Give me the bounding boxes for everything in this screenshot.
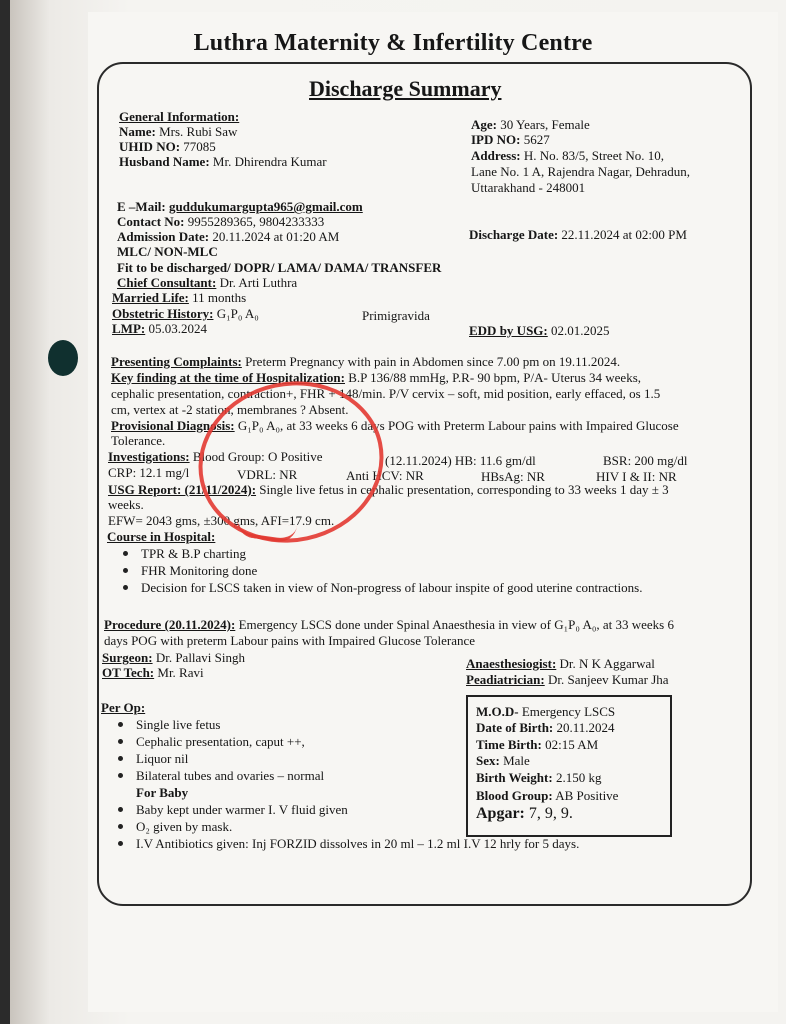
- primigravida-note: Primigravida: [362, 308, 430, 323]
- married-life: Married Life: 11 months: [112, 290, 247, 305]
- investigation-vdrl: VDRL: NR: [237, 467, 298, 482]
- baby-sex: Sex: Male: [476, 753, 530, 768]
- paediatrician: Peadiatrician: Dr. Sanjeev Kumar Jha: [466, 672, 669, 687]
- baby-item: I.V Antibiotics given: Inj FORZID dissolves in 20 ml – 1.2 ml I.V 12 hrly for 5 days.: [110, 835, 579, 852]
- general-info-heading: General Information:: [119, 109, 240, 124]
- ot-tech: OT Tech: Mr. Ravi: [102, 665, 204, 680]
- chief-consultant: Chief Consultant: Dr. Arti Luthra: [117, 275, 298, 290]
- investigation-bsr: BSR: 200 mg/dl: [603, 453, 688, 468]
- key-finding-line-3: cm, vertex at -2 station, membranes ? Absent.: [111, 402, 349, 417]
- patient-name: Name: Mrs. Rubi Saw: [119, 124, 238, 139]
- course-list: [115, 545, 642, 596]
- course-item: FHR Monitoring done: [115, 562, 642, 579]
- punch-hole: [48, 340, 78, 376]
- ipd-no: IPD NO: 5627: [471, 132, 550, 147]
- edd-by-usg: EDD by USG: 02.01.2025: [469, 323, 610, 338]
- course-heading: Course in Hospital:: [107, 529, 216, 544]
- baby-item: O₂ given by mask.: [110, 818, 579, 835]
- investigations: Investigations: Blood Group: O Positive: [108, 449, 323, 464]
- perop-item: Single live fetus: [110, 716, 579, 733]
- key-finding: Key finding at the time of Hospitalization: B.P 136/88 mmHg, P.R- 90 bpm, P/A- Uterus 34 weeks,: [111, 370, 641, 385]
- perop-item: Liquor nil: [110, 750, 579, 767]
- surgeon: Surgeon: Dr. Pallavi Singh: [102, 650, 246, 665]
- mlc-status: MLC/ NON-MLC: [117, 244, 218, 259]
- admission-date: Admission Date: 20.11.2024 at 01:20 AM: [117, 229, 340, 244]
- perop-item: Bilateral tubes and ovaries – normal: [110, 767, 579, 784]
- apgar-score: Apgar: 7, 9, 9.: [476, 805, 573, 822]
- lmp: LMP: 05.03.2024: [112, 321, 207, 336]
- patient-age: Age: 30 Years, Female: [471, 117, 590, 132]
- presenting-complaints: Presenting Complaints: Preterm Pregnancy with pain in Abdomen since 7.00 pm on 19.11.2024.: [111, 354, 621, 369]
- investigation-crp: CRP: 12.1 mg/l: [108, 465, 190, 480]
- baby-heading: For Baby: [136, 785, 189, 800]
- address-line-2: Lane No. 1 A, Rajendra Nagar, Dehradun,: [471, 164, 690, 179]
- usg-report: USG Report: (21/11/2024): Single live fetus in cephalic presentation, corresponding to 33 weeks 1 day ± 3: [108, 482, 669, 497]
- uhid-no: UHID NO: 77085: [119, 139, 216, 154]
- perop-item: Cephalic presentation, caput ++,: [110, 733, 579, 750]
- time-of-birth: Time Birth: 02:15 AM: [476, 737, 599, 752]
- key-finding-line-2: cephalic presentation, contraction+, FHR + 148/min. P/V cervix – soft, mid position, early effaced, os 1.5: [111, 386, 661, 401]
- usg-report-line-3: EFW= 2043 gms, ±300 gms, AFI=17.9 cm.: [108, 513, 335, 528]
- procedure: Procedure (20.11.2024): Emergency LSCS done under Spinal Anaesthesia in view of G₁P₀ A₀, at 33 weeks 6: [104, 617, 674, 632]
- address-line-3: Uttarakhand - 248001: [471, 180, 586, 195]
- investigation-hiv: HIV I & II: NR: [596, 469, 677, 484]
- discharge-date: Discharge Date: 22.11.2024 at 02:00 PM: [469, 227, 687, 242]
- birth-weight: Birth Weight: 2.150 kg: [476, 770, 602, 785]
- mode-of-delivery: M.O.D- Emergency LSCS: [476, 704, 616, 719]
- provisional-diagnosis-line-2: Tolerance.: [111, 433, 166, 448]
- usg-report-line-2: weeks.: [108, 497, 144, 512]
- investigation-hb: (12.11.2024) HB: 11.6 gm/dl: [385, 453, 536, 468]
- husband-name: Husband Name: Mr. Dhirendra Kumar: [119, 154, 327, 169]
- contact-no: Contact No: 9955289365, 9804233333: [117, 214, 325, 229]
- perop-heading: Per Op:: [101, 700, 146, 715]
- baby-item: Baby kept under warmer I. V fluid given: [110, 801, 579, 818]
- obstetric-history: Obstetric History: G₁P₀ A₀: [112, 306, 259, 321]
- investigation-hcv: Anti HCV: NR: [346, 468, 424, 483]
- document-title: Discharge Summary: [309, 76, 502, 101]
- email: E –Mail: guddukumargupta965@gmail.com: [117, 199, 363, 214]
- provisional-diagnosis: Provisional Diagnosis: G₁P₀ A₀, at 33 weeks 6 days POG with Preterm Labour pains with Impaired Glucose: [111, 418, 679, 433]
- anaesthesiologist: Anaesthesiogist: Dr. N K Aggarwal: [466, 656, 655, 671]
- procedure-line-2: days POG with preterm Labour pains with Impaired Glucose Tolerance: [104, 633, 476, 648]
- clinic-name: Luthra Maternity & Infertility Centre: [193, 30, 593, 56]
- date-of-birth: Date of Birth: 20.11.2024: [476, 720, 615, 735]
- course-item: TPR & B.P charting: [115, 545, 642, 562]
- address: Address: H. No. 83/5, Street No. 10,: [471, 148, 664, 163]
- baby-blood-group: Blood Group: AB Positive: [476, 788, 619, 803]
- discharge-type: Fit to be discharged/ DOPR/ LAMA/ DAMA/ TRANSFER: [117, 260, 442, 275]
- investigation-hbsag: HBsAg: NR: [481, 469, 545, 484]
- course-item: Decision for LSCS taken in view of Non-progress of labour inspite of good uterine contractions.: [115, 579, 642, 596]
